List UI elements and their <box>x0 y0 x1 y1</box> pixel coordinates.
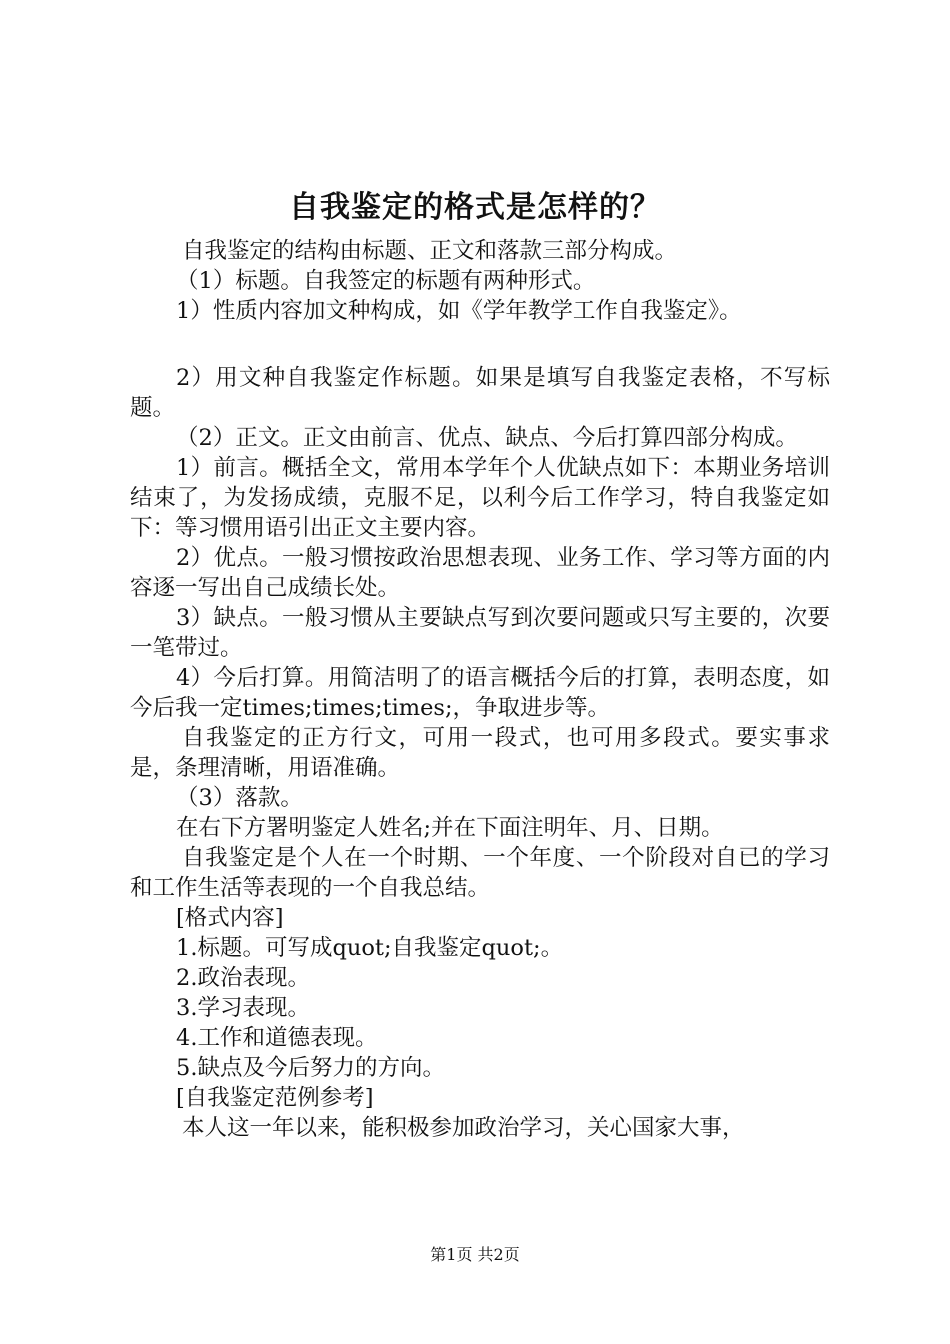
paragraph: （2）正文。正文由前言、优点、缺点、今后打算四部分构成。 <box>176 425 798 451</box>
list-item: 2.政治表现。 <box>176 965 310 991</box>
paragraph: 自我鉴定的正方行文，可用一段式，也可用多段式。要实事求是，条理清晰，用语准确。 <box>130 725 830 781</box>
list-item: 1.标题。可写成quot;自我鉴定quot;。 <box>176 935 564 961</box>
section-heading: [格式内容] <box>176 905 284 931</box>
paragraph: （3）落款。 <box>176 785 303 811</box>
document-title: 自我鉴定的格式是怎样的？ <box>289 190 661 225</box>
paragraph: 2）用文种自我鉴定作标题。如果是填写自我鉴定表格，不写标题。 <box>130 365 830 421</box>
page-footer: 第1页 共2页 <box>430 1245 520 1264</box>
paragraph: 4）今后打算。用简洁明了的语言概括今后的打算，表明态度，如今后我一定times;times;times;，争取进步等。 <box>130 665 830 721</box>
document-body <box>130 236 830 1143</box>
list-item: 5.缺点及今后努力的方向。 <box>176 1055 445 1081</box>
paragraph: 1）前言。概括全文，常用本学年个人优缺点如下：本期业务培训结束了，为发扬成绩，克服不足，以利今后工作学习，特自我鉴定如下：等习惯用语引出正文主要内容。 <box>130 455 830 541</box>
paragraph: 本人这一年以来，能积极参加政治学习，关心国家大事， <box>182 1115 745 1141</box>
list-item: 3.学习表现。 <box>176 995 310 1021</box>
paragraph: 在右下方署明鉴定人姓名;并在下面注明年、月、日期。 <box>176 815 724 841</box>
paragraph: 1）性质内容加文种构成，如《学年教学工作自我鉴定》。 <box>176 298 742 324</box>
paragraph: 3）缺点。一般习惯从主要缺点写到次要问题或只写主要的，次要一笔带过。 <box>130 605 830 661</box>
section-heading: [自我鉴定范例参考] <box>176 1085 374 1111</box>
paragraph: （1）标题。自我签定的标题有两种形式。 <box>176 268 596 294</box>
list-item: 4.工作和道德表现。 <box>176 1025 378 1051</box>
paragraph: 自我鉴定的结构由标题、正文和落款三部分构成。 <box>182 238 678 264</box>
paragraph: 2）优点。一般习惯按政治思想表现、业务工作、学习等方面的内容逐一写出自己成绩长处。 <box>130 545 830 601</box>
paragraph-gap <box>130 326 830 363</box>
paragraph: 自我鉴定是个人在一个时期、一个年度、一个阶段对自已的学习和工作生活等表现的一个自我总结。 <box>130 845 830 901</box>
